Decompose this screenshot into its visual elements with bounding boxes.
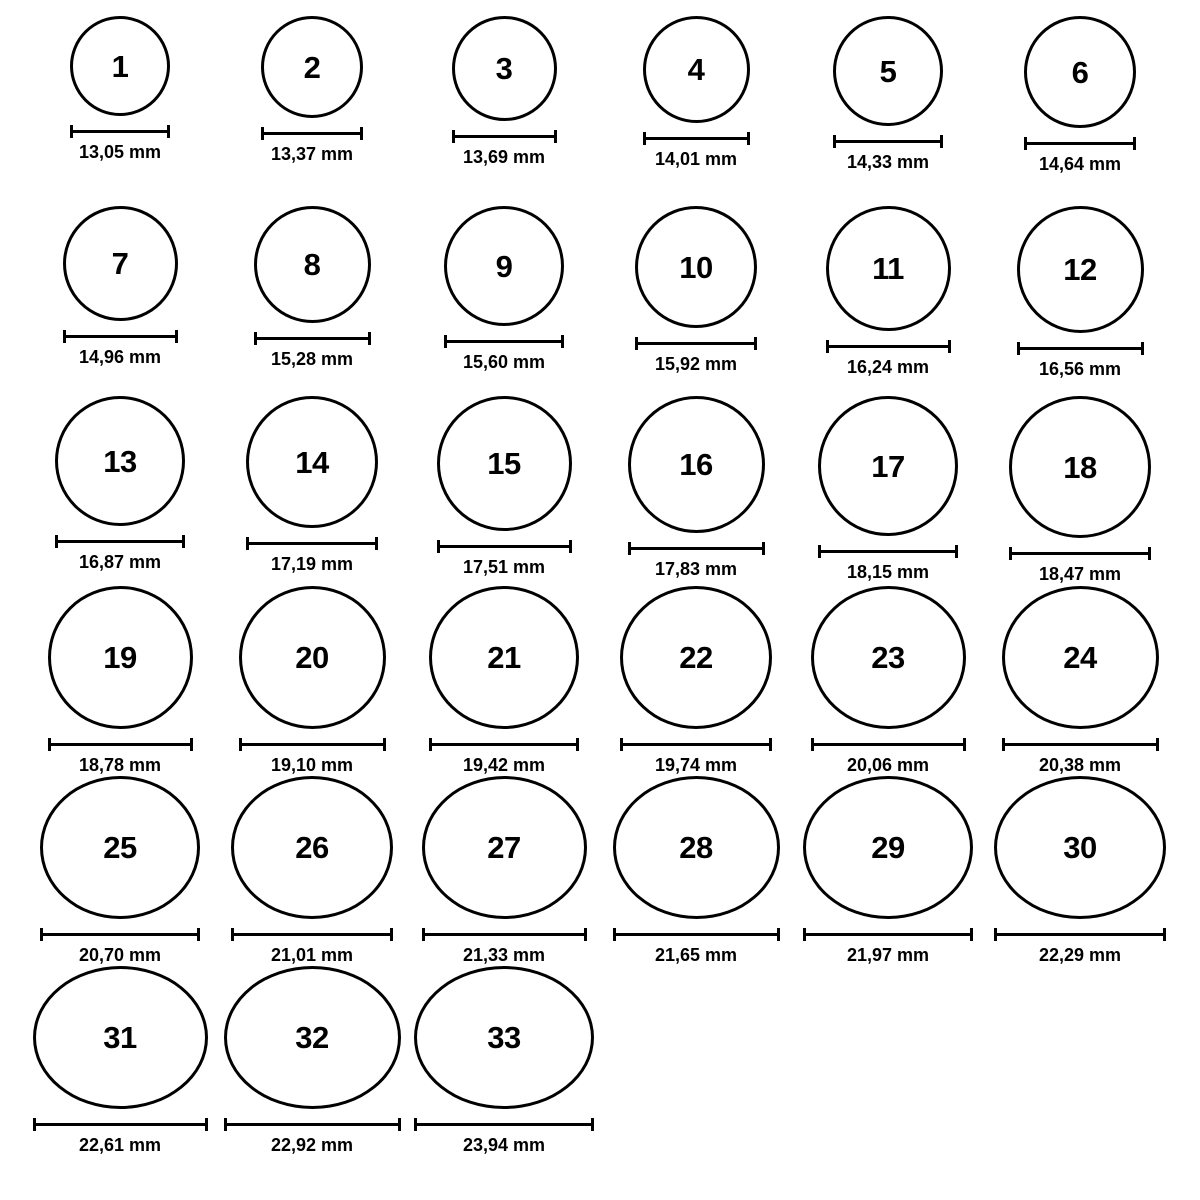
diameter-label: 17,83 mm bbox=[654, 559, 738, 579]
diameter-measure bbox=[437, 540, 572, 578]
ring-size-cell bbox=[792, 206, 984, 396]
ring-circle bbox=[33, 966, 208, 1109]
caliper-icon bbox=[818, 545, 958, 557]
diameter-measure bbox=[70, 125, 170, 163]
diameter-label: 22,61 mm bbox=[78, 1135, 162, 1155]
ring-size-cell bbox=[984, 396, 1176, 586]
ring-circle bbox=[643, 16, 750, 123]
diameter-label: 22,92 mm bbox=[270, 1135, 354, 1155]
diameter-label: 15,28 mm bbox=[270, 349, 354, 369]
caliper-icon bbox=[452, 130, 557, 142]
ring-size-cell bbox=[408, 206, 600, 396]
ring-size-cell bbox=[216, 16, 408, 206]
caliper-icon bbox=[437, 540, 572, 552]
diameter-measure bbox=[643, 132, 750, 170]
ring-size-cell bbox=[408, 586, 600, 776]
ring-circle bbox=[1009, 396, 1151, 538]
diameter-label: 17,19 mm bbox=[270, 554, 354, 574]
diameter-label: 21,97 mm bbox=[846, 945, 930, 965]
ring-circle bbox=[63, 206, 178, 321]
ring-circle bbox=[224, 966, 401, 1109]
diameter-measure bbox=[55, 535, 185, 573]
ring-size-number: 8 bbox=[303, 247, 321, 282]
ring-size-number: 19 bbox=[103, 640, 137, 675]
ring-size-number: 15 bbox=[487, 446, 521, 481]
diameter-measure bbox=[224, 1118, 401, 1156]
ring-size-number: 23 bbox=[871, 640, 905, 675]
ring-circle bbox=[437, 396, 572, 531]
caliper-icon bbox=[33, 1118, 208, 1130]
ring-size-cell bbox=[216, 586, 408, 776]
ring-size-number: 32 bbox=[295, 1020, 329, 1055]
diameter-measure bbox=[613, 928, 780, 966]
ring-circle bbox=[246, 396, 378, 528]
ring-circle bbox=[239, 586, 386, 729]
diameter-label: 15,60 mm bbox=[462, 352, 546, 372]
diameter-measure bbox=[239, 738, 386, 776]
ring-circle bbox=[1017, 206, 1144, 333]
caliper-icon bbox=[620, 738, 772, 750]
ring-size-number: 21 bbox=[487, 640, 521, 675]
diameter-label: 21,33 mm bbox=[462, 945, 546, 965]
diameter-label: 14,96 mm bbox=[78, 347, 162, 367]
ring-circle bbox=[803, 776, 973, 919]
diameter-measure bbox=[261, 127, 363, 165]
ring-size-cell bbox=[216, 776, 408, 966]
ring-size-cell bbox=[600, 16, 792, 206]
caliper-icon bbox=[239, 738, 386, 750]
ring-size-cell bbox=[216, 966, 408, 1156]
ring-circle bbox=[444, 206, 564, 326]
ring-size-cell bbox=[24, 206, 216, 396]
caliper-icon bbox=[1009, 547, 1151, 559]
ring-circle bbox=[620, 586, 772, 729]
ring-size-cell bbox=[984, 16, 1176, 206]
diameter-measure bbox=[48, 738, 193, 776]
diameter-label: 16,87 mm bbox=[78, 552, 162, 572]
diameter-label: 13,05 mm bbox=[78, 142, 162, 162]
diameter-label: 18,78 mm bbox=[78, 755, 162, 775]
ring-size-number: 22 bbox=[679, 640, 713, 675]
diameter-label: 13,69 mm bbox=[462, 147, 546, 167]
diameter-label: 19,42 mm bbox=[462, 755, 546, 775]
caliper-icon bbox=[1002, 738, 1159, 750]
ring-circle bbox=[818, 396, 958, 536]
ring-size-cell bbox=[408, 396, 600, 586]
diameter-measure bbox=[994, 928, 1166, 966]
ring-size-cell bbox=[792, 396, 984, 586]
ring-circle bbox=[422, 776, 587, 919]
caliper-icon bbox=[803, 928, 973, 940]
ring-circle bbox=[55, 396, 185, 526]
caliper-icon bbox=[422, 928, 587, 940]
ring-size-cell bbox=[984, 206, 1176, 396]
diameter-measure bbox=[803, 928, 973, 966]
ring-circle bbox=[40, 776, 200, 919]
ring-circle bbox=[70, 16, 170, 116]
caliper-icon bbox=[1017, 342, 1144, 354]
diameter-measure bbox=[1024, 137, 1136, 175]
diameter-label: 14,64 mm bbox=[1038, 154, 1122, 174]
ring-size-number: 10 bbox=[679, 249, 713, 285]
caliper-icon bbox=[444, 335, 564, 347]
ring-circle bbox=[261, 16, 363, 118]
ring-size-cell bbox=[216, 396, 408, 586]
ring-size-cell bbox=[24, 586, 216, 776]
ring-size-cell bbox=[600, 586, 792, 776]
diameter-label: 23,94 mm bbox=[462, 1135, 546, 1155]
ring-size-number: 9 bbox=[495, 248, 513, 284]
ring-size-cell bbox=[408, 16, 600, 206]
ring-size-number: 3 bbox=[495, 51, 513, 86]
diameter-measure bbox=[40, 928, 200, 966]
diameter-label: 17,51 mm bbox=[462, 557, 546, 577]
ring-size-number: 27 bbox=[487, 830, 521, 865]
diameter-label: 19,74 mm bbox=[654, 755, 738, 775]
diameter-measure bbox=[414, 1118, 594, 1156]
diameter-measure bbox=[254, 332, 371, 370]
diameter-measure bbox=[826, 340, 951, 378]
diameter-label: 21,01 mm bbox=[270, 945, 354, 965]
diameter-label: 22,29 mm bbox=[1038, 945, 1122, 965]
diameter-measure bbox=[1002, 738, 1159, 776]
ring-circle bbox=[613, 776, 780, 919]
ring-size-cell bbox=[600, 206, 792, 396]
ring-size-number: 20 bbox=[295, 640, 329, 675]
diameter-measure bbox=[1009, 547, 1151, 585]
ring-circle bbox=[429, 586, 579, 729]
diameter-measure bbox=[231, 928, 393, 966]
ring-circle bbox=[48, 586, 193, 729]
ring-size-number: 29 bbox=[871, 830, 905, 865]
ring-size-number: 25 bbox=[103, 830, 137, 865]
ring-size-cell bbox=[792, 776, 984, 966]
caliper-icon bbox=[55, 535, 185, 547]
ring-circle bbox=[1002, 586, 1159, 729]
caliper-icon bbox=[414, 1118, 594, 1130]
ring-size-cell bbox=[792, 16, 984, 206]
diameter-measure bbox=[628, 542, 765, 580]
diameter-measure bbox=[818, 545, 958, 583]
ring-size-number: 24 bbox=[1063, 640, 1097, 675]
ring-size-cell bbox=[24, 966, 216, 1156]
caliper-icon bbox=[224, 1118, 401, 1130]
caliper-icon bbox=[231, 928, 393, 940]
ring-size-cell bbox=[984, 586, 1176, 776]
diameter-measure bbox=[452, 130, 557, 168]
caliper-icon bbox=[70, 125, 170, 137]
ring-size-cell bbox=[792, 586, 984, 776]
diameter-measure bbox=[63, 330, 178, 368]
ring-circle bbox=[414, 966, 594, 1109]
caliper-icon bbox=[1024, 137, 1136, 149]
ring-size-cell bbox=[600, 776, 792, 966]
caliper-icon bbox=[246, 537, 378, 549]
ring-size-number: 13 bbox=[103, 443, 137, 479]
ring-size-number: 33 bbox=[487, 1020, 521, 1055]
ring-size-number: 31 bbox=[103, 1020, 137, 1055]
ring-size-number: 1 bbox=[111, 48, 129, 84]
diameter-measure bbox=[833, 135, 943, 173]
caliper-icon bbox=[254, 332, 371, 344]
ring-size-cell bbox=[24, 396, 216, 586]
ring-size-cell bbox=[408, 776, 600, 966]
diameter-measure bbox=[246, 537, 378, 575]
caliper-icon bbox=[48, 738, 193, 750]
caliper-icon bbox=[833, 135, 943, 147]
ring-circle bbox=[452, 16, 557, 121]
ring-circle bbox=[994, 776, 1166, 919]
ring-size-number: 30 bbox=[1063, 830, 1097, 865]
caliper-icon bbox=[40, 928, 200, 940]
caliper-icon bbox=[811, 738, 966, 750]
caliper-icon bbox=[628, 542, 765, 554]
ring-size-number: 5 bbox=[879, 53, 897, 89]
ring-size-cell bbox=[408, 966, 600, 1156]
diameter-label: 18,15 mm bbox=[846, 562, 930, 582]
ring-circle bbox=[254, 206, 371, 323]
ring-size-cell bbox=[216, 206, 408, 396]
diameter-measure bbox=[444, 335, 564, 373]
ring-size-number: 11 bbox=[872, 251, 904, 286]
diameter-label: 16,56 mm bbox=[1038, 359, 1122, 379]
diameter-measure bbox=[422, 928, 587, 966]
diameter-measure bbox=[429, 738, 579, 776]
caliper-icon bbox=[635, 337, 757, 349]
diameter-measure bbox=[1017, 342, 1144, 380]
ring-size-number: 6 bbox=[1071, 54, 1089, 90]
diameter-measure bbox=[620, 738, 772, 776]
diameter-label: 21,65 mm bbox=[654, 945, 738, 965]
ring-size-number: 26 bbox=[295, 830, 329, 865]
diameter-measure bbox=[635, 337, 757, 375]
ring-circle bbox=[628, 396, 765, 533]
caliper-icon bbox=[261, 127, 363, 139]
diameter-label: 20,70 mm bbox=[78, 945, 162, 965]
diameter-label: 20,06 mm bbox=[846, 755, 930, 775]
ring-size-number: 28 bbox=[679, 830, 713, 865]
ring-size-number: 17 bbox=[871, 448, 905, 484]
caliper-icon bbox=[994, 928, 1166, 940]
ring-size-number: 12 bbox=[1063, 252, 1097, 287]
ring-size-cell bbox=[600, 396, 792, 586]
diameter-label: 13,37 mm bbox=[270, 144, 354, 164]
diameter-label: 16,24 mm bbox=[846, 357, 930, 377]
diameter-label: 18,47 mm bbox=[1038, 564, 1122, 584]
diameter-measure bbox=[33, 1118, 208, 1156]
ring-size-number: 2 bbox=[303, 49, 321, 85]
caliper-icon bbox=[826, 340, 951, 352]
caliper-icon bbox=[643, 132, 750, 144]
caliper-icon bbox=[429, 738, 579, 750]
ring-size-number: 18 bbox=[1063, 449, 1097, 485]
caliper-icon bbox=[63, 330, 178, 342]
ring-size-cell bbox=[984, 776, 1176, 966]
ring-size-number: 14 bbox=[295, 444, 329, 480]
caliper-icon bbox=[613, 928, 780, 940]
diameter-label: 14,33 mm bbox=[846, 152, 930, 172]
diameter-measure bbox=[811, 738, 966, 776]
ring-circle bbox=[635, 206, 757, 328]
diameter-label: 14,01 mm bbox=[654, 149, 738, 169]
ring-size-number: 16 bbox=[679, 447, 713, 482]
ring-size-cell bbox=[24, 16, 216, 206]
ring-circle bbox=[826, 206, 951, 331]
ring-size-cell bbox=[24, 776, 216, 966]
ring-size-number: 7 bbox=[111, 246, 129, 281]
ring-circle bbox=[811, 586, 966, 729]
diameter-label: 20,38 mm bbox=[1038, 755, 1122, 775]
ring-circle bbox=[231, 776, 393, 919]
diameter-label: 19,10 mm bbox=[270, 755, 354, 775]
ring-size-number: 4 bbox=[687, 52, 705, 87]
diameter-label: 15,92 mm bbox=[654, 354, 738, 374]
ring-circle bbox=[1024, 16, 1136, 128]
ring-circle bbox=[833, 16, 943, 126]
